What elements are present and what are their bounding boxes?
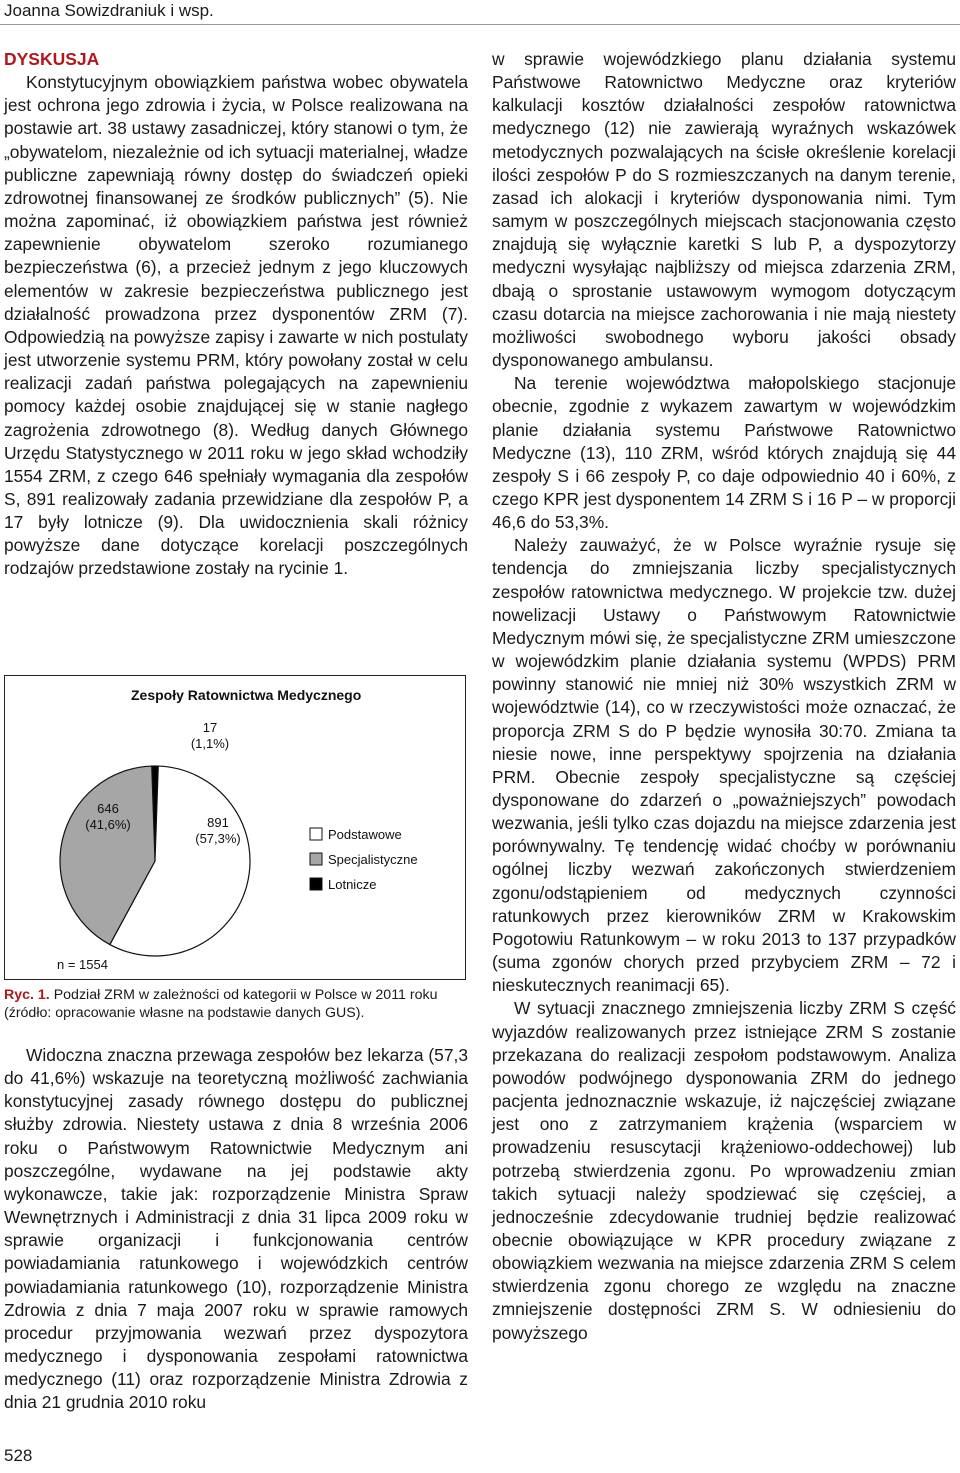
figure-chart xyxy=(4,675,466,980)
legend-swatch-specjalistyczne xyxy=(310,853,322,865)
slice-percent-label: (41,6%) xyxy=(85,817,131,832)
legend-swatch-podstawowe xyxy=(310,828,322,840)
slice-percent-label: (57,3%) xyxy=(195,831,241,846)
slice-value-label: 891 xyxy=(207,815,229,830)
caption-text: Podział ZRM w zależności od kategorii w Polsce w 2011 roku (źródło: opracowanie własne na podstawie danych GUS). xyxy=(4,987,438,1021)
legend-swatch-lotnicze xyxy=(310,878,322,890)
paragraph: Widoczna znaczna przewaga zespołów bez lekarza (57,3 do 41,6%) wskazuje na teoretyczną możliwość zachwiania konstytucyjnej zasady równego dostępu do publicznej służby zdrowia. Niestety ustawa z dnia 8 września 2006 roku o Państwowym Ratownictwie Medycznym ani poszczególne, wydawane na jej podstawie akty wykonawcze, takie jak: rozporządzenie Ministra Spraw Wewnętrznych i Administracji z dnia 31 lipca 2009 roku w sprawie organizacji i funkcjonowania centrów powiadamiania ratunkowego i wojewódzkich centrów powiadamiania ratunkowego (10), rozporządzenie Ministra Zdrowia z dnia 7 maja 2007 roku w sprawie ramowych procedur przyjmowania wezwań przez dyspozytora medycznego i dysponowania zespołami ratownictwa medycznego (11) oraz rozporządzenie Ministra Zdrowia z dnia 21 grudnia 2010 roku xyxy=(4,1045,468,1413)
paragraph: w sprawie wojewódzkiego planu działania systemu Państwowe Ratownictwo Medyczne oraz kryteriów kalkulacji kosztów działalności zespołów ratownictwa medycznego (12) nie zawierają wyraźnych wskazówek metodycznych pozwalających na ścisłe określenie korelacji ilości zespołów P do S rozmieszczanych na danym terenie, zasad ich alokacji i kryteriów dysponowania nimi. Tym samym w poszczególnych miejscach stacjonowania często znajdują się wyłącznie karetki S lub P, a dyspozytorzy medyczni wysyłając najbliższy od miejsca zdarzenia ZRM, dbają o sprostanie ustawowym wymogom dotyczącym czasu dotarcia na miejsce zachorowania i nie mają niestety możliwości swobodnego wyboru jakości obsady dysponowanego ambulansu. xyxy=(492,49,956,371)
chart-legend xyxy=(310,827,418,892)
header-rule xyxy=(0,24,960,25)
slice-percent-label: (1,1%) xyxy=(190,736,230,751)
pie-chart xyxy=(5,676,465,979)
chart-title: Zespoły Ratownictwa Medycznego xyxy=(131,687,362,703)
slice-value-label: 17 xyxy=(202,720,218,735)
paragraph: Na terenie województwa małopolskiego stacjonuje obecnie, zgodnie z wykazem zawartym w wojewódzkim planie działania systemu Państwowe Ratownictwo Medyczne (13), 110 ZRM, wśród których znajdują się 44 zespoły S i 66 zespoły P, co daje odpowiednio 40 i 60%, z czego KPR jest dysponentem 14 ZRM S i 16 P – w proporcji 46,6 do 53,3%. xyxy=(492,373,956,533)
page-number: 528 xyxy=(4,1446,33,1465)
running-head: Joanna Sowizdraniuk i wsp. xyxy=(4,1,214,20)
legend-label: Lotnicze xyxy=(328,877,377,892)
figure-caption xyxy=(4,986,468,1022)
right-column xyxy=(492,48,956,1345)
paragraph: W sytuacji znacznego zmniejszenia liczby ZRM S część wyjazdów realizowanych przez istniejące ZRM S zostanie przekazana do realizacji zespołom podstawowym. Analiza powodów podwójnego dysponowania ZRM do jednego pacjenta jednoznacznie wskazuje, iż najczęściej związane jest ono z zatrzymaniem krążenia (wsparciem w prowadzeniu resuscytacji krążeniowo-oddechowej) lub potrzebą stwierdzenia zgonu. Po wprowadzeniu zmian takich sytuacji należy spodziewać się częściej, a jednocześnie zdecydowanie trudniej będzie realizować obecnie obowiązujące w KPR procedury związane z obowiązkiem wezwania na miejsce zdarzenia ZRM S celem stwierdzenia zgonu chorego ze względu na znaczne zmniejszenie dostępności ZRM S. W odniesieniu do powyższego xyxy=(492,998,956,1343)
left-column-bottom xyxy=(4,1044,468,1415)
paragraph: Należy zauważyć, że w Polsce wyraźnie rysuje się tendencja do zmniejszania liczby specjalistycznych zespołów ratownictwa medycznego. W projekcie tzw. dużej nowelizacji Ustawy o Państwowym Ratownictwie Medycznym mówi się, że specjalistyczne ZRM umieszczone w wojewódzkim planie działania systemu (WPDS) PRM powinny stanowić nie mniej niż 30% wszystkich ZRM w województwie (14), co w rzeczywistości może oznaczać, że proporcja ZRM S do P będzie wynosiła 30:70. Zmiana ta niesie nowe, inne perspektywy spojrzenia na działania PRM. Obecnie zespoły specjalistyczne są częściej dysponowane do zdarzeń o „poważniejszych” powodach wezwania, jeśli tylko czas dojazdu na miejsce zdarzenia jest porównywalny. Tę tendencję widać choćby w porównaniu ogólnej liczby wezwań zakończonych stwierdzeniem zgonu/odstąpieniem od medycznych czynności ratunkowych przez kierowników ZRM w Krakowskim Pogotowiu Ratunkowym – w roku 2013 to 137 przypadków (suma zgonów chorych przed przybyciem ZRM – 72 i nieskutecznych reanimacji 65). xyxy=(492,535,956,996)
paragraph: Konstytucyjnym obowiązkiem państwa wobec obywatela jest ochrona jego zdrowia i życia, w Polsce realizowana na postawie art. 38 ustawy zasadniczej, który stanowi o tym, że „obywatelom, niezależnie od ich sytuacji materialnej, władze publiczne zapewniają równy dostęp do świadczeń opieki zdrowotnej finansowanej ze środków publicznych” (5). Nie można zapominać, iż obowiązkiem państwa jest również zapewnienie obywatelom szeroko rozumianego bezpieczeństwa (6), a przecież jednym z jego kluczowych elementów w zakresie bezpieczeństwa publicznego jest działalność prowadzona przez dysponentów ZRM (7). Odpowiedzią na powyższe zapisy i zawarte w nich postulaty jest utworzenie systemu PRM, który powołany został w celu realizacji zadań państwa polegających na zapewnieniu pomocy każdej osobie znajdującej się w stanie nagłego zagrożenia zdrowotnego (8). Według danych Głównego Urzędu Statystycznego w 2011 roku w jego skład wchodziły 1554 ZRM, z czego 646 spełniały wymagania dla zespołów S, 891 realizowały zadania przewidziane dla zespołów P, a 17 były lotnicze (9). Dla uwidocznienia skali różnicy powyższe dane dotyczące korelacji poszczególnych rodzajów przedstawione zostały na rycinie 1. xyxy=(4,72,468,579)
caption-label: Ryc. 1. xyxy=(4,987,50,1003)
left-column xyxy=(4,48,468,581)
legend-label: Specjalistyczne xyxy=(328,852,418,867)
slice-value-label: 646 xyxy=(97,801,119,816)
legend-label: Podstawowe xyxy=(328,827,402,842)
sample-size-label: n = 1554 xyxy=(57,957,108,972)
pie-slices xyxy=(60,766,250,956)
section-heading: DYSKUSJA xyxy=(4,49,100,69)
